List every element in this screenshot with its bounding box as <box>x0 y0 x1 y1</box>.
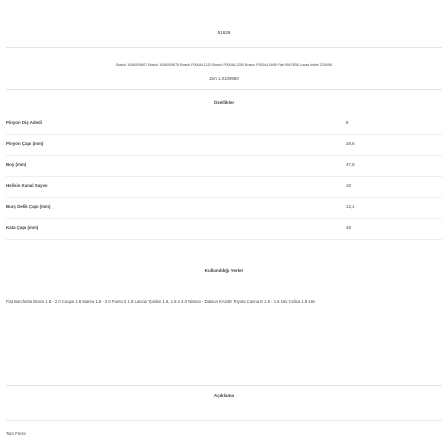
spec-row <box>6 135 442 156</box>
oem-codes-text: Bosch 1006209607 Bosch 1006209675 Bosch F000AL1120 Bosch F000AL1250 Bosch F000AL1695 Fiat 9947838 Lucas Indiel 224098 <box>116 63 332 67</box>
spec-table <box>6 114 442 240</box>
spec-label: Burç Delik Çapı (mm) <box>6 204 51 209</box>
spec-row <box>6 114 442 135</box>
spec-label: Pinyon Diş Adedi <box>6 120 42 125</box>
description-title: Açıklama <box>213 393 235 398</box>
spec-value: 12,1 <box>346 204 355 209</box>
spec-value: 48 <box>346 225 351 230</box>
spec-row <box>6 198 442 219</box>
divider <box>6 420 442 421</box>
spec-label: Kata Çapı (mm) <box>6 225 39 230</box>
vehicles-title: Kullanıldığı Yerler <box>204 268 244 273</box>
description-text: Tam Freze <box>6 431 26 436</box>
vehicles-text: Fiat Barchetta Bravo 1.8 - 2.0 Coupe 1.8 Marea 1.8 - 2.0 Punto II 1.8 Lancia Ypsilon 1.6, 1.8 e 2.0 Nissan - Datsun KA24E Toyota Carina E 1.6 - 1.8 16v Celica 1.8 16v <box>6 299 316 304</box>
oem-codes-section <box>6 47 442 90</box>
vehicles-section <box>6 283 442 386</box>
spec-label: Pinyon Çapı (mm) <box>6 141 44 146</box>
spec-value: 10 <box>346 183 351 188</box>
spec-row <box>6 219 442 240</box>
spec-label: Helisin Kanal Sayısı <box>6 183 48 188</box>
spec-row <box>6 156 442 177</box>
spec-value: 47,6 <box>346 162 355 167</box>
spec-value: 28,6 <box>346 141 355 146</box>
spec-row <box>6 177 442 198</box>
manufacturer-code: Zen 1.0109980 <box>209 76 239 81</box>
product-code: 51635 <box>217 30 231 35</box>
features-title: Özellikler <box>213 100 235 105</box>
spec-label: Boy (mm) <box>6 162 27 167</box>
spec-value: 8 <box>346 120 349 125</box>
